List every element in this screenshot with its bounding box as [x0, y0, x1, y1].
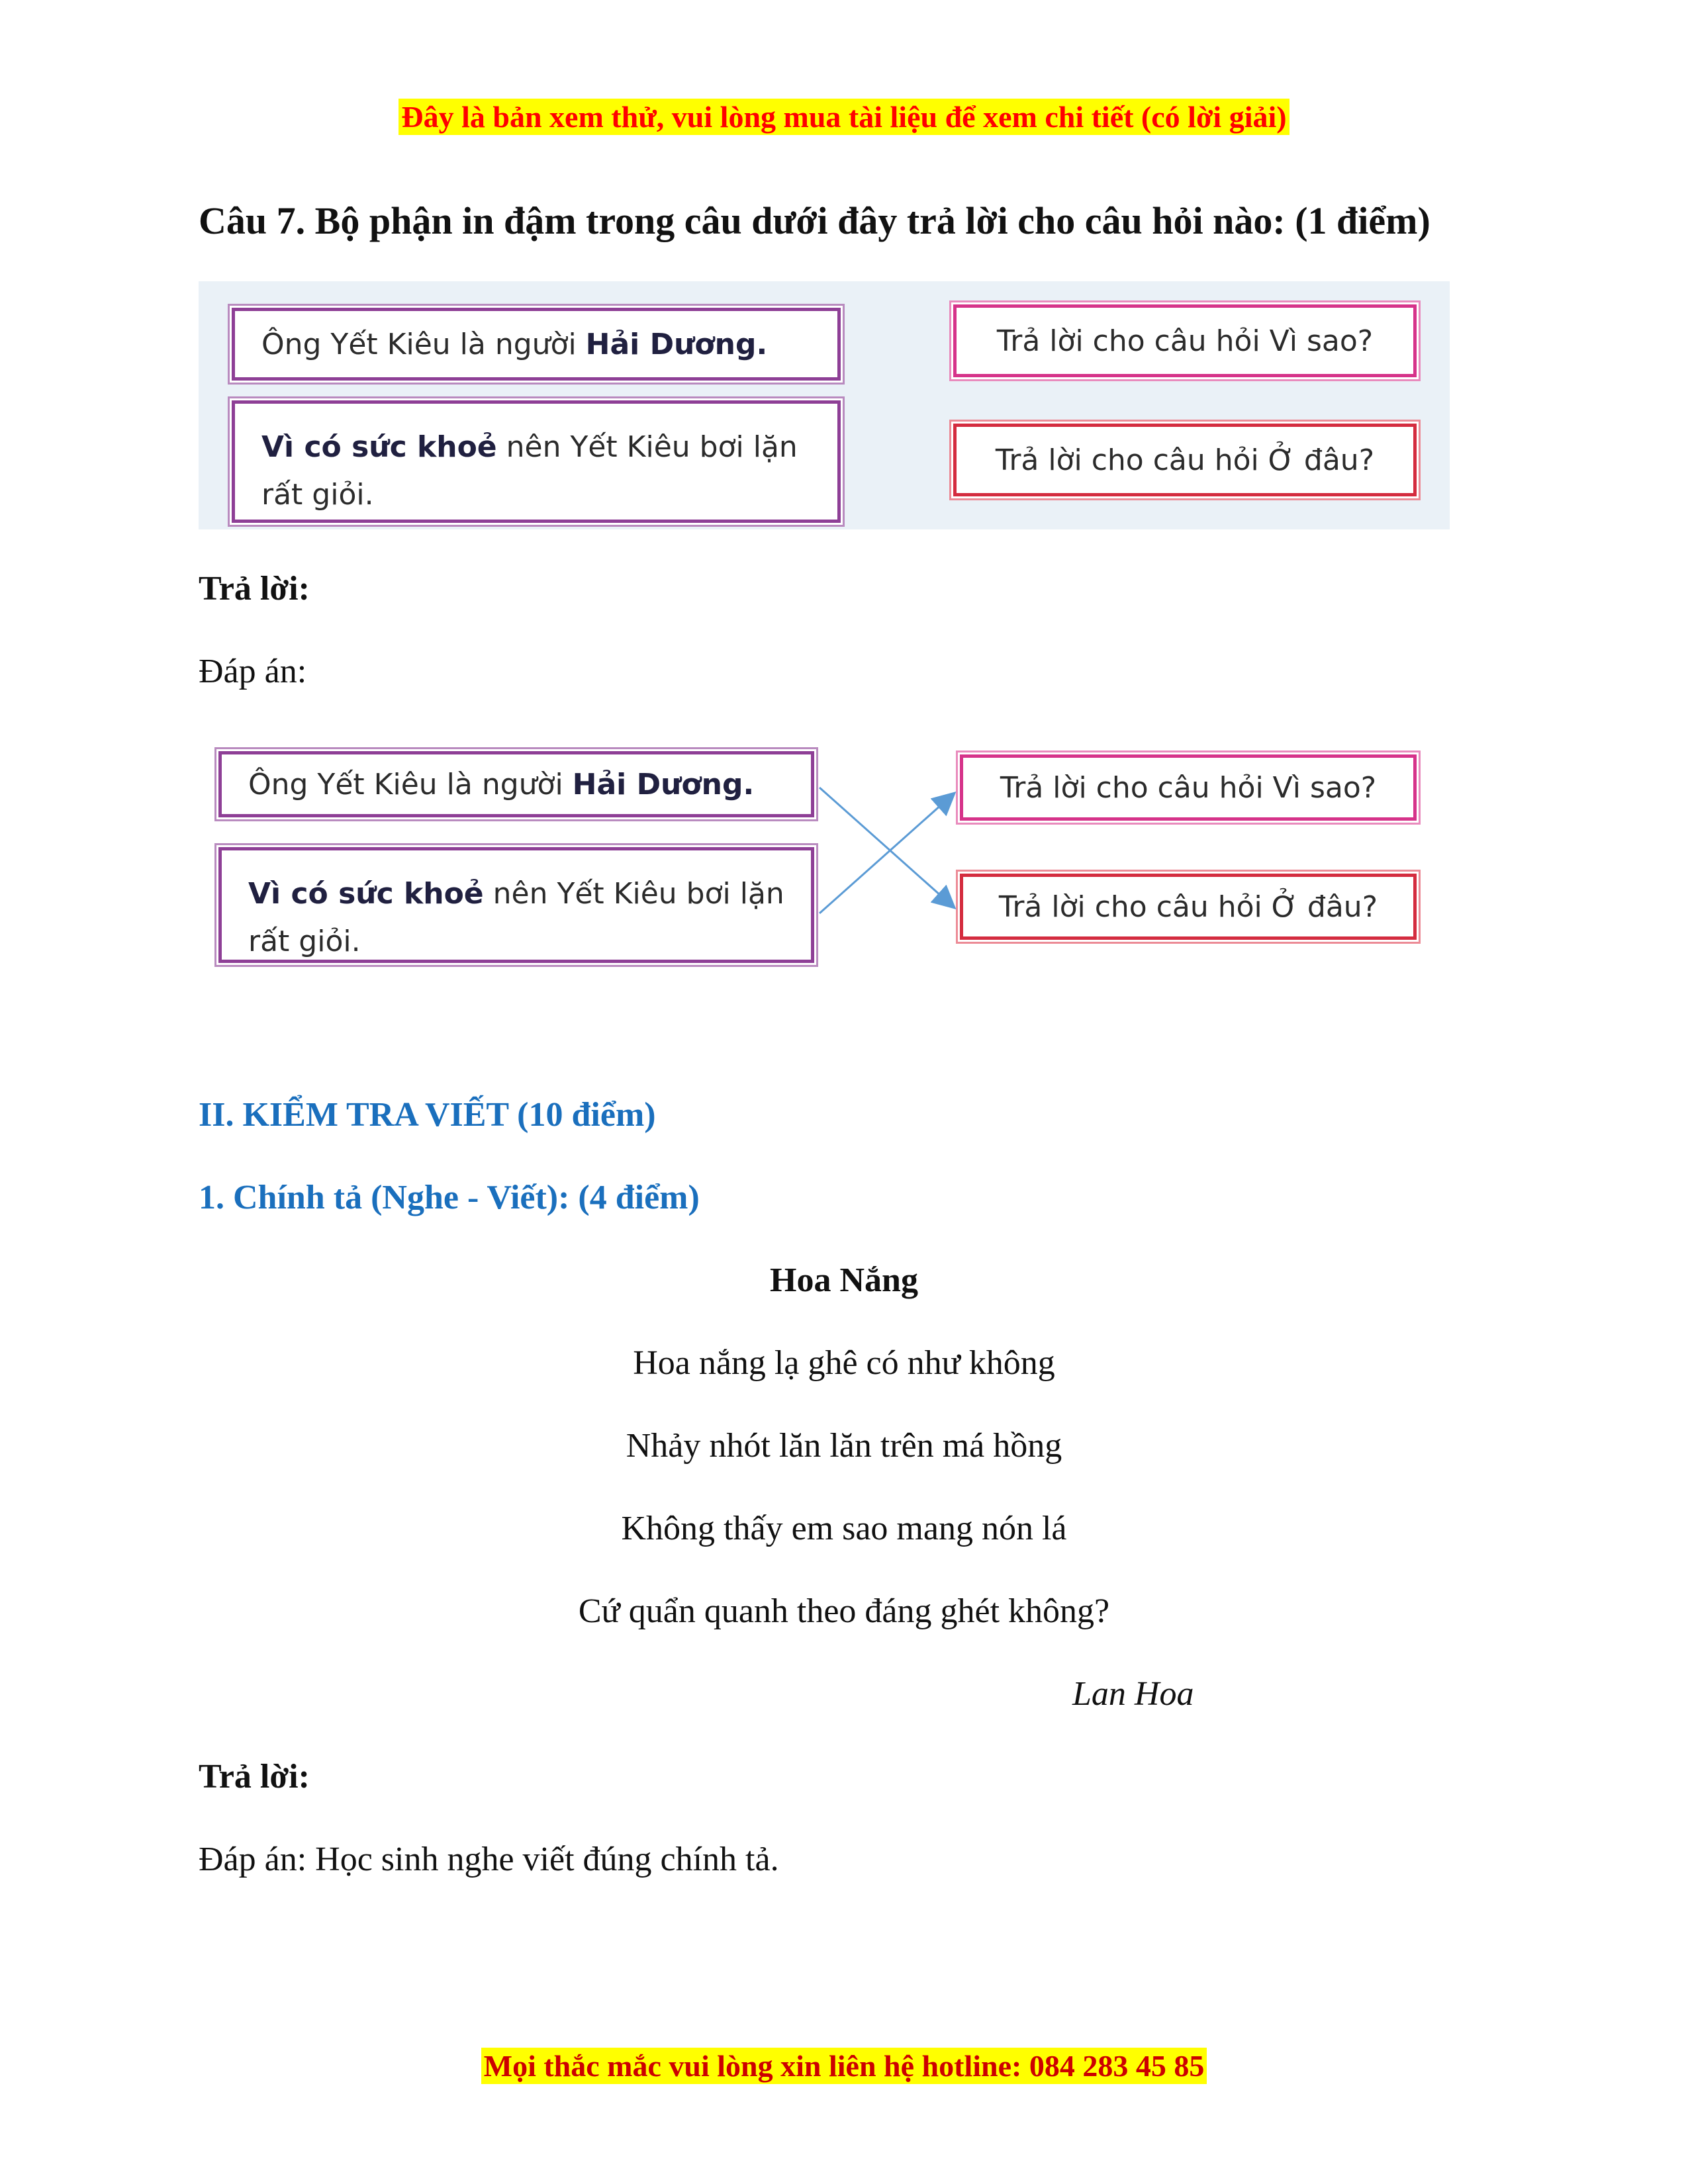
- answer-card-why: Trả lời cho câu hỏi Vì sao?: [953, 304, 1417, 377]
- answer-card-where-matched: Trả lời cho câu hỏi Ở đâu?: [960, 874, 1417, 940]
- poem-author: Lan Hoa: [1072, 1675, 1194, 1713]
- sentence-card-2: Vì có sức khoẻ nên Yết Kiêu bơi lặn rất giỏi.: [232, 400, 841, 523]
- answer-sentence-card-1: Ông Yết Kiêu là người Hải Dương.: [218, 751, 814, 817]
- section-subheading: 1. Chính tả (Nghe - Viết): (4 điểm): [199, 1179, 700, 1216]
- poem-line: Không thấy em sao mang nón lá: [621, 1510, 1067, 1547]
- match-line-1: [820, 788, 953, 907]
- answer-text: Đáp án: Học sinh nghe viết đúng chính tả.: [199, 1841, 779, 1878]
- preview-banner: Đây là bản xem thử, vui lòng mua tài liệu để xem chi tiết (có lời giải): [0, 99, 1688, 134]
- sentence-card-1: Ông Yết Kiêu là người Hải Dương.: [232, 308, 841, 381]
- question-image: [199, 281, 1450, 529]
- dap-an-label: Đáp án:: [199, 653, 307, 690]
- answer-sentence-card-2: Vì có sức khoẻ nên Yết Kiêu bơi lặn rất giỏi.: [218, 847, 814, 963]
- answer-card-why-matched: Trả lời cho câu hỏi Vì sao?: [960, 754, 1417, 821]
- poem-line: Cứ quẩn quanh theo đáng ghét không?: [578, 1592, 1110, 1630]
- answer-label: Trả lời:: [199, 570, 310, 608]
- match-line-2: [820, 794, 953, 913]
- answer-image: [199, 741, 1450, 973]
- answer-label-2: Trả lời:: [199, 1758, 310, 1796]
- poem-title: Hoa Nắng: [770, 1261, 918, 1299]
- poem-line: Hoa nắng lạ ghê có như không: [633, 1344, 1055, 1382]
- section-heading: II. KIỂM TRA VIẾT (10 điểm): [199, 1096, 656, 1134]
- matching-lines: [199, 741, 1450, 973]
- answer-card-where: Trả lời cho câu hỏi Ở đâu?: [953, 424, 1417, 496]
- hotline-banner: Mọi thắc mắc vui lòng xin liên hệ hotline: 084 283 45 85: [0, 2048, 1688, 2083]
- question-title: Câu 7. Bộ phận in đậm trong câu dưới đây trả lời cho câu hỏi nào: (1 điểm): [199, 199, 1430, 242]
- poem-line: Nhảy nhót lăn lăn trên má hồng: [626, 1427, 1062, 1465]
